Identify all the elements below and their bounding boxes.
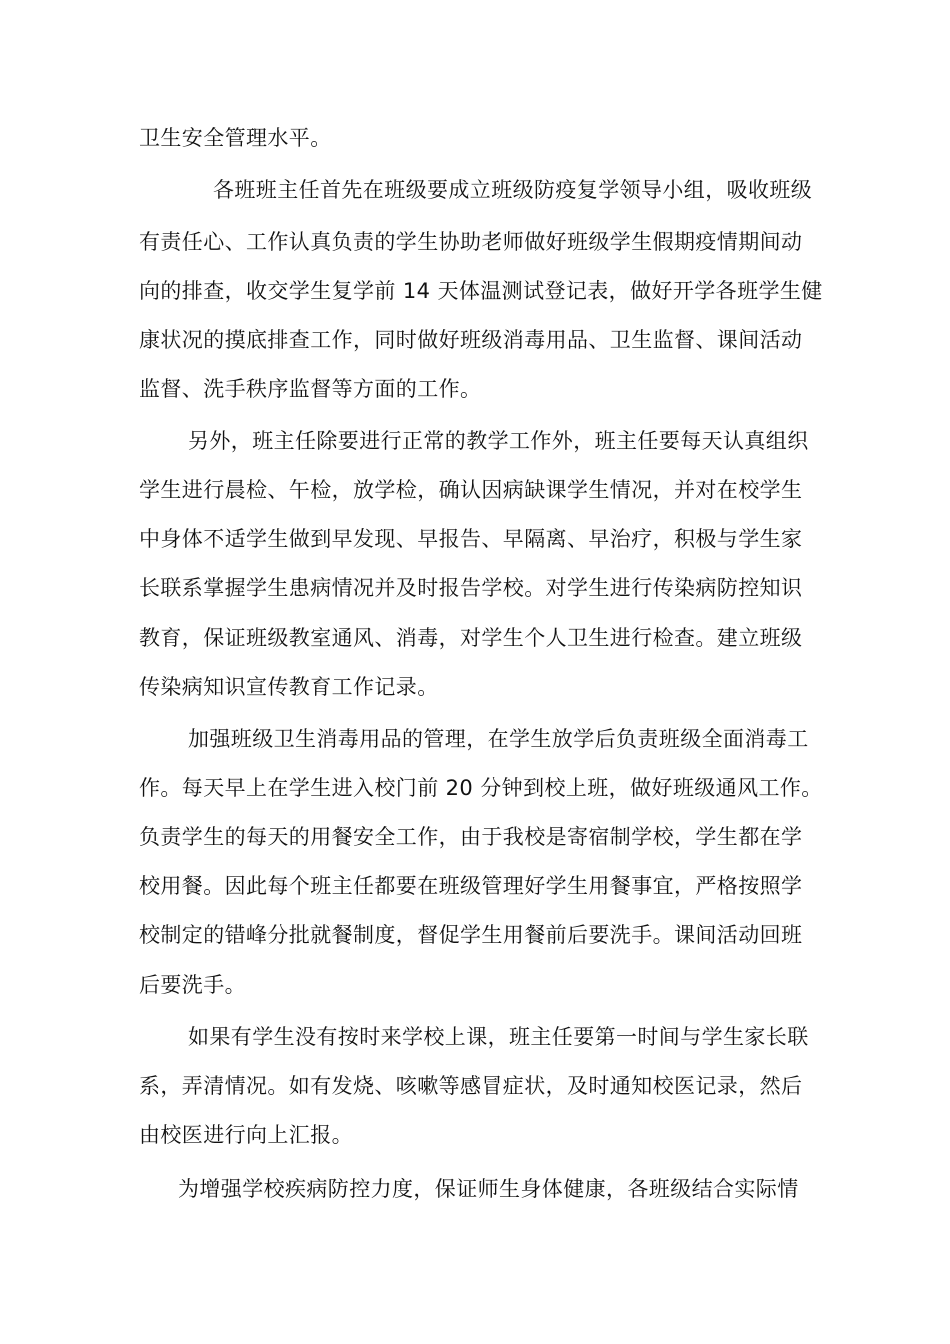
text-line: 校用餐。因此每个班主任都要在班级管理好学生用餐事宜，严格按照学 xyxy=(139,874,803,898)
text-line: 卫生安全管理水平。 xyxy=(139,126,332,150)
text-line: 学生进行晨检、午检，放学检，确认因病缺课学生情况，并对在校学生 xyxy=(139,478,803,502)
text-line: 后要洗手。 xyxy=(139,973,246,997)
text-line: 负责学生的每天的用餐安全工作，由于我校是寄宿制学校，学生都在学 xyxy=(139,825,803,849)
text-line: 系，弄清情况。如有发烧、咳嗽等感冒症状，及时通知校医记录，然后 xyxy=(139,1074,803,1098)
text-line: 有责任心、工作认真负责的学生协助老师做好班级学生假期疫情期间动 xyxy=(139,230,803,254)
text-line: 作。每天早上在学生进入校门前 20 分钟到校上班，做好班级通风工作。 xyxy=(139,776,823,800)
text-line: 长联系掌握学生患病情况并及时报告学校。对学生进行传染病防控知识 xyxy=(139,576,803,600)
text-line: 向的排查，收交学生复学前 14 天体温测试登记表，做好开学各班学生健 xyxy=(139,279,823,303)
text-line: 康状况的摸底排查工作，同时做好班级消毒用品、卫生监督、课间活动 xyxy=(139,328,803,352)
text-line: 监督、洗手秩序监督等方面的工作。 xyxy=(139,377,482,401)
text-line: 传染病知识宣传教育工作记录。 xyxy=(139,675,439,699)
text-line: 中身体不适学生做到早发现、早报告、早隔离、早治疗，积极与学生家 xyxy=(139,527,803,551)
paragraph-start-line: 加强班级卫生消毒用品的管理，在学生放学后负责班级全面消毒工 xyxy=(188,727,809,751)
paragraph-start-line: 如果有学生没有按时来学校上课，班主任要第一时间与学生家长联 xyxy=(188,1025,809,1049)
paragraph-start-line: 为增强学校疾病防控力度，保证师生身体健康，各班级结合实际情 xyxy=(178,1177,799,1201)
text-line: 校制定的错峰分批就餐制度，督促学生用餐前后要洗手。课间活动回班 xyxy=(139,923,803,947)
paragraph-start-line: 各班班主任首先在班级要成立班级防疫复学领导小组，吸收班级 xyxy=(213,178,813,202)
text-line: 由校医进行向上汇报。 xyxy=(139,1123,353,1147)
text-line: 教育，保证班级教室通风、消毒，对学生个人卫生进行检查。建立班级 xyxy=(139,626,803,650)
paragraph-start-line: 另外，班主任除要进行正常的教学工作外，班主任要每天认真组织 xyxy=(188,429,809,453)
